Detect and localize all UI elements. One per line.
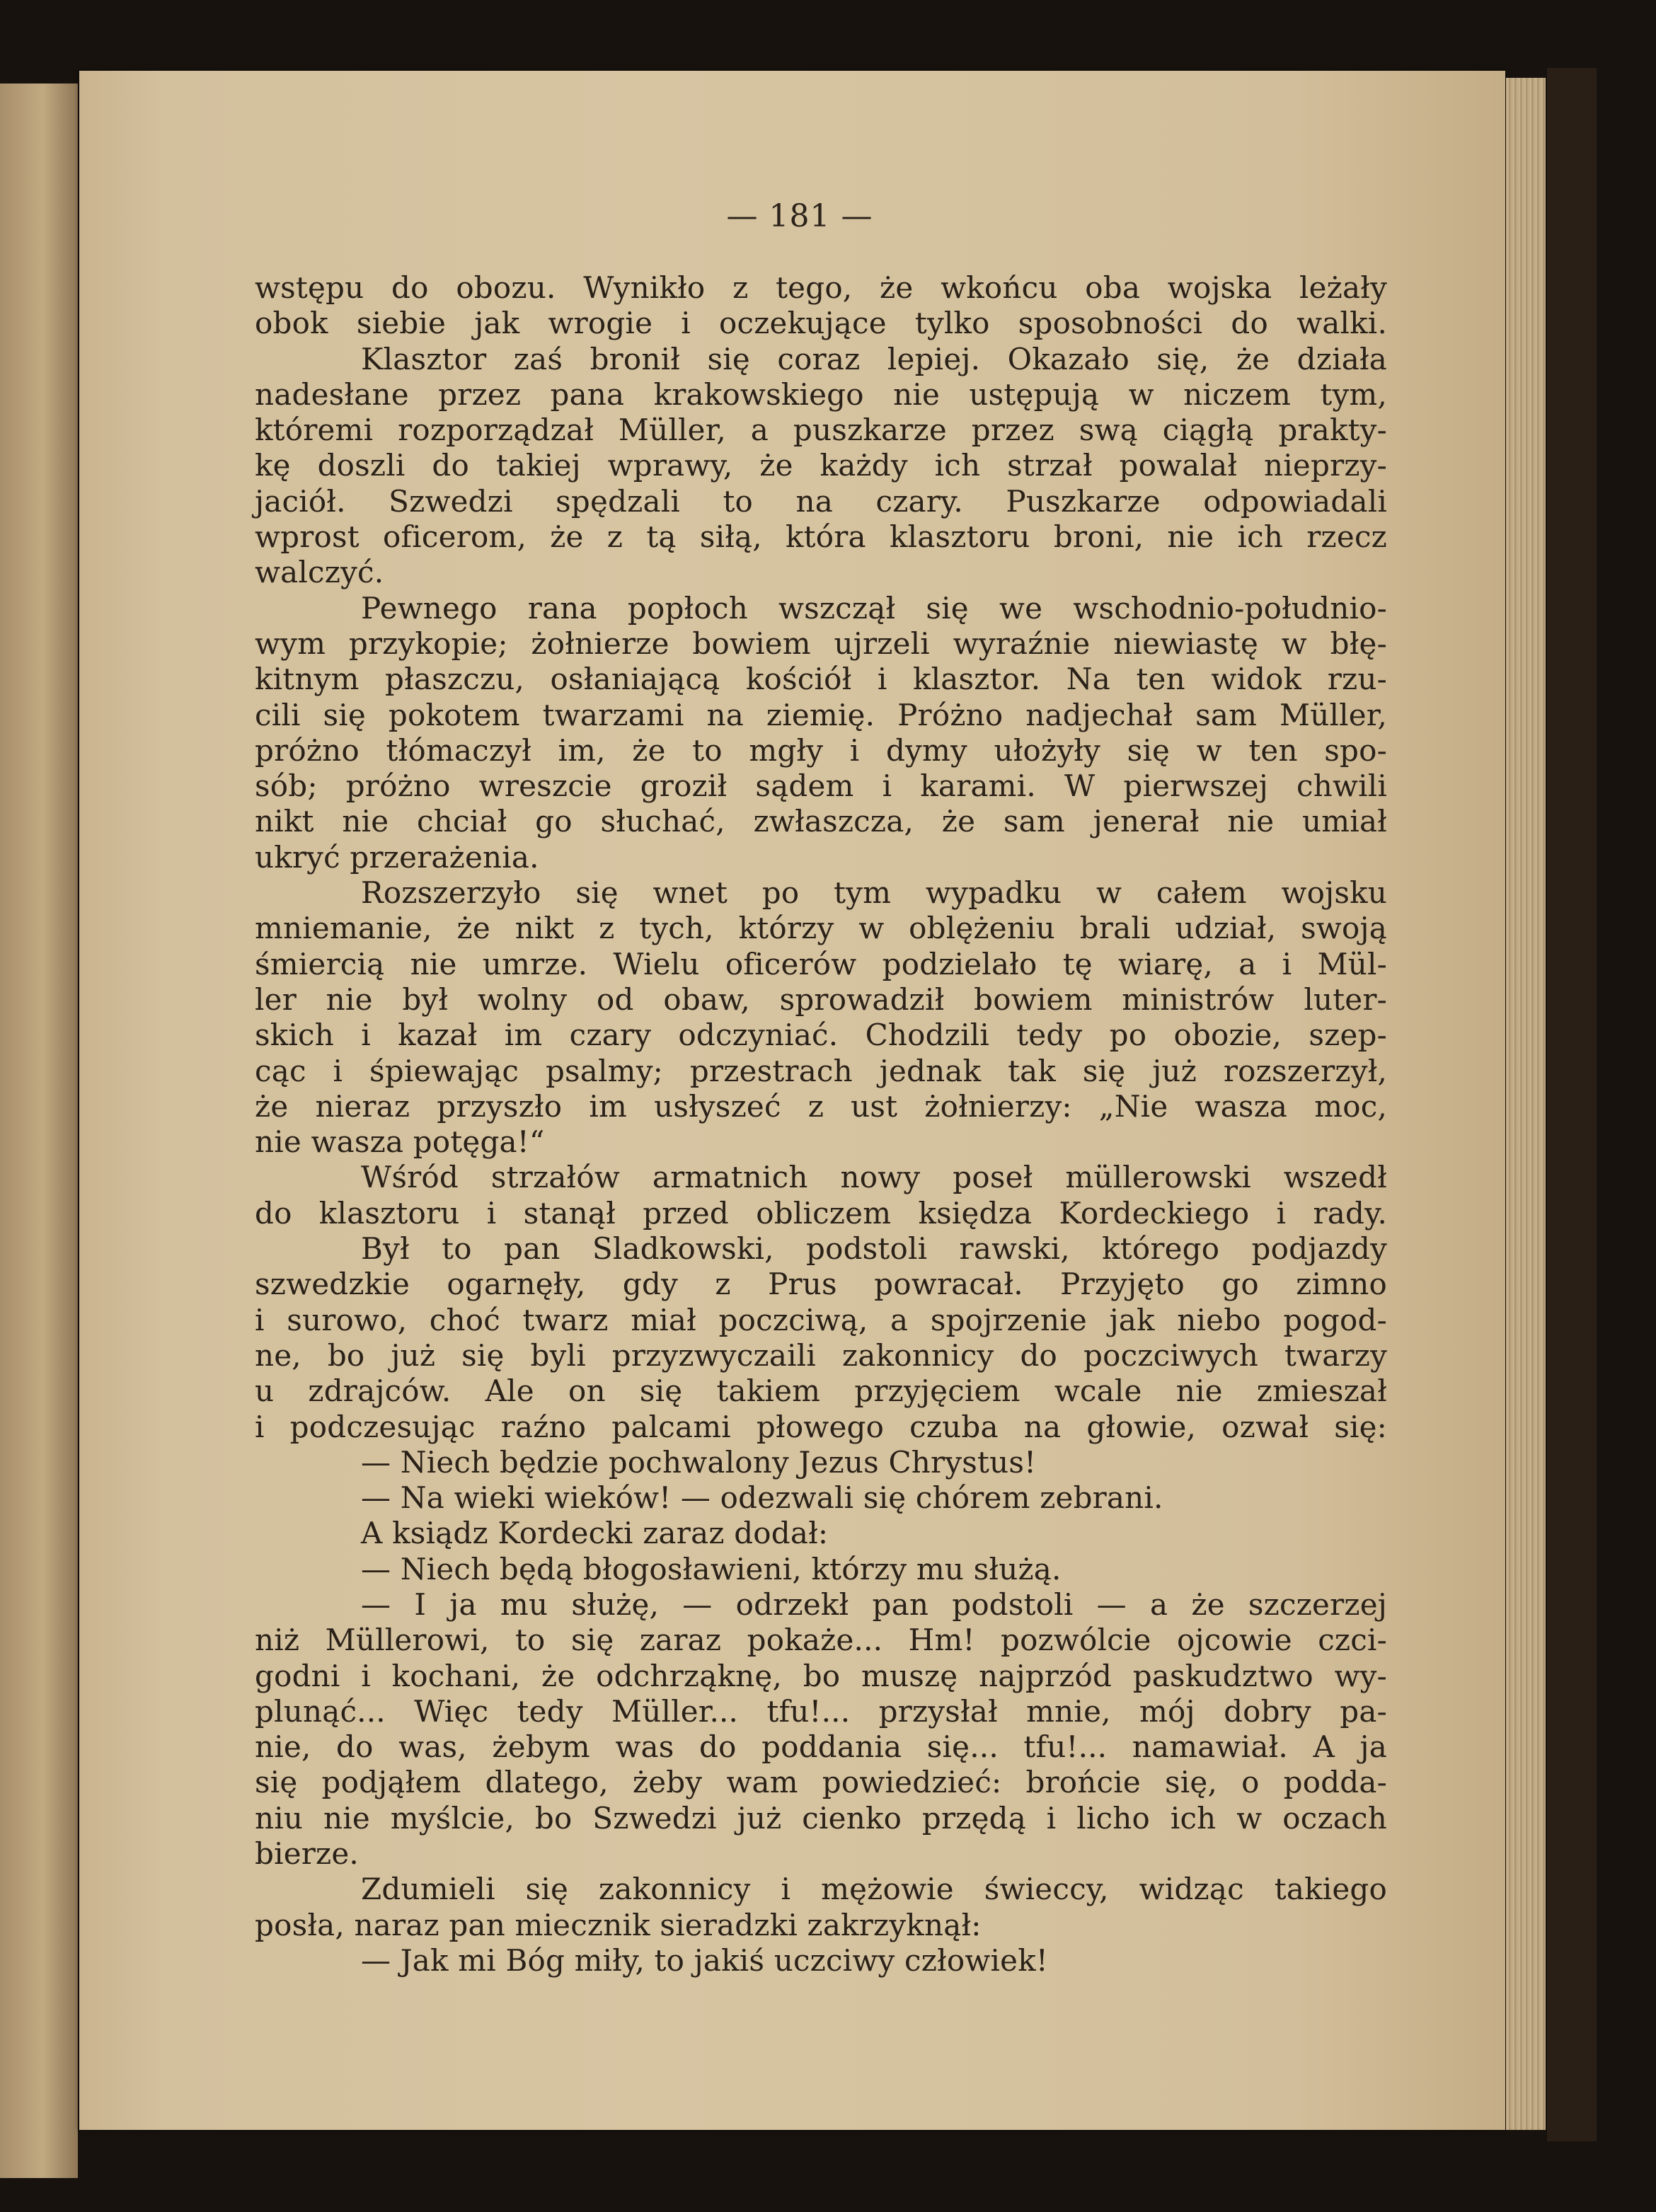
text-line: posła, naraz pan miecznik sieradzki zakrzyknął: [255,1907,982,1942]
text-line: godni i kochani, że odchrząknę, bo muszę najprzód paskudztwo wy- [255,1658,1387,1693]
text-line: Wśród strzałów armatnich nowy poseł müllerowski wszedł [361,1160,1387,1195]
text-line: — Jak mi Bóg miły, to jakiś uczciwy człowiek! [361,1942,1048,1978]
text-line: — Niech będą błogosławieni, którzy mu służą. [361,1551,1062,1586]
text-line: wstępu do obozu. Wynikło z tego, że wkońcu oba wojska leżały [255,270,1387,305]
text-line: plunąć... Więc tedy Müller... tfu!... przysłał mnie, mój dobry pa- [255,1693,1387,1729]
text-line: i podczesując raźno palcami płowego czuba na głowie, ozwał się: [255,1409,1387,1444]
left-page-edge [0,83,78,2178]
text-line: kę doszli do takiej wprawy, że każdy ich strzał powalał nieprzy- [255,448,1387,483]
text-line: — I ja mu służę, — odrzekł pan podstoli — a że szczerzej [361,1586,1387,1622]
text-line: szwedzkie ogarnęły, gdy z Prus powracał. Przyjęto go zimno [255,1267,1387,1302]
text-line: próżno tłómaczył im, że to mgły i dymy ułożyły się w ten spo- [255,732,1387,768]
text-line: ne, bo już się byli przyzwyczaili zakonnicy do poczciwych twarzy [255,1337,1387,1373]
text-line: ler nie był wolny od obaw, sprowadził bowiem ministrów luter- [255,981,1387,1017]
text-line: Klasztor zaś bronił się coraz lepiej. Okazało się, że działa [361,341,1387,376]
text-line: jaciół. Szwedzi spędzali to na czary. Puszkarze odpowiadali [255,483,1387,519]
text-line: ukryć przerażenia. [255,839,539,875]
text-line: — Niech będzie pochwalony Jezus Chrystus! [361,1444,1037,1480]
text-line: bierze. [255,1836,359,1872]
text-line: nikt nie chciał go słuchać, zwłaszcza, że sam jenerał nie umiał [255,804,1387,839]
text-line: wym przykopie; żołnierze bowiem ujrzeli wyraźnie niewiastę w błę- [255,626,1387,661]
text-line: że nieraz przyszło im usłyszeć z ust żołnierzy: „Nie wasza moc, [255,1088,1387,1124]
text-line: Rozszerzyło się wnet po tym wypadku w całem wojsku [361,875,1387,911]
text-line: niż Müllerowi, to się zaraz pokaże... Hm! pozwólcie ojcowie czci- [255,1623,1387,1658]
text-line: Był to pan Sladkowski, podstoli rawski, którego podjazdy [361,1231,1387,1267]
text-line: mniemanie, że nikt z tych, którzy w oblężeniu brali udział, swoją [255,911,1387,946]
text-line: cąc i śpiewając psalmy; przestrach jednak tak się już rozszerzył, [255,1053,1387,1088]
book-cover-edge [1547,68,1597,2141]
text-line: Zdumieli się zakonnicy i mężowie świeccy, widząc takiego [361,1872,1387,1907]
text-line: obok siebie jak wrogie i oczekujące tylko sposobności do walki. [255,306,1387,341]
text-line: cili się pokotem twarzami na ziemię. Próżno nadjechał sam Müller, [255,697,1387,732]
text-line: u zdrajców. Ale on się takiem przyjęciem wcale nie zmieszał [255,1373,1387,1409]
text-line: śmiercią nie umrze. Wielu oficerów podzielało tę wiarę, a i Mül- [255,946,1387,981]
body-text [255,270,1387,1978]
page-number [0,198,1656,234]
text-line: Pewnego rana popłoch wszczął się we wschodnio-południo- [361,590,1387,626]
text-line: się podjąłem dlatego, żeby wam powiedzieć: brońcie się, o podda- [255,1765,1387,1800]
text-line: wprost oficerom, że z tą siłą, która klasztoru broni, nie ich rzecz [255,519,1387,555]
text-line: kitnym płaszczu, osłaniającą kościół i klasztor. Na ten widok rzu- [255,662,1387,697]
text-line: — Na wieki wieków! — odezwali się chórem zebrani. [361,1480,1163,1516]
text-line: któremi rozporządzał Müller, a puszkarze przez swą ciągłą prakty- [255,413,1387,448]
text-line: i surowo, choć twarz miał poczciwą, a spojrzenie jak niebo pogod- [255,1302,1387,1337]
text-line: walczyć. [255,555,384,590]
text-line: nie, do was, żebym was do poddania się... tfu!... namawiał. A ja [255,1729,1387,1765]
page-number-label: — 181 — [726,198,873,234]
text-line: nadesłane przez pana krakowskiego nie ustępują w niczem tym, [255,376,1387,412]
text-line: do klasztoru i stanął przed obliczem księdza Kordeckiego i rady. [255,1195,1387,1231]
text-line: nie wasza potęga!“ [255,1124,545,1160]
page-stack-edge [1506,78,1546,2130]
text-line: A ksiądz Kordecki zaraz dodał: [361,1516,829,1551]
text-line: skich i kazał im czary odczyniać. Chodzili tedy po obozie, szep- [255,1018,1387,1053]
text-line: sób; próżno wreszcie groził sądem i karami. W pierwszej chwili [255,768,1387,804]
text-line: niu nie myślcie, bo Szwedzi już cienko przędą i licho ich w oczach [255,1800,1387,1836]
